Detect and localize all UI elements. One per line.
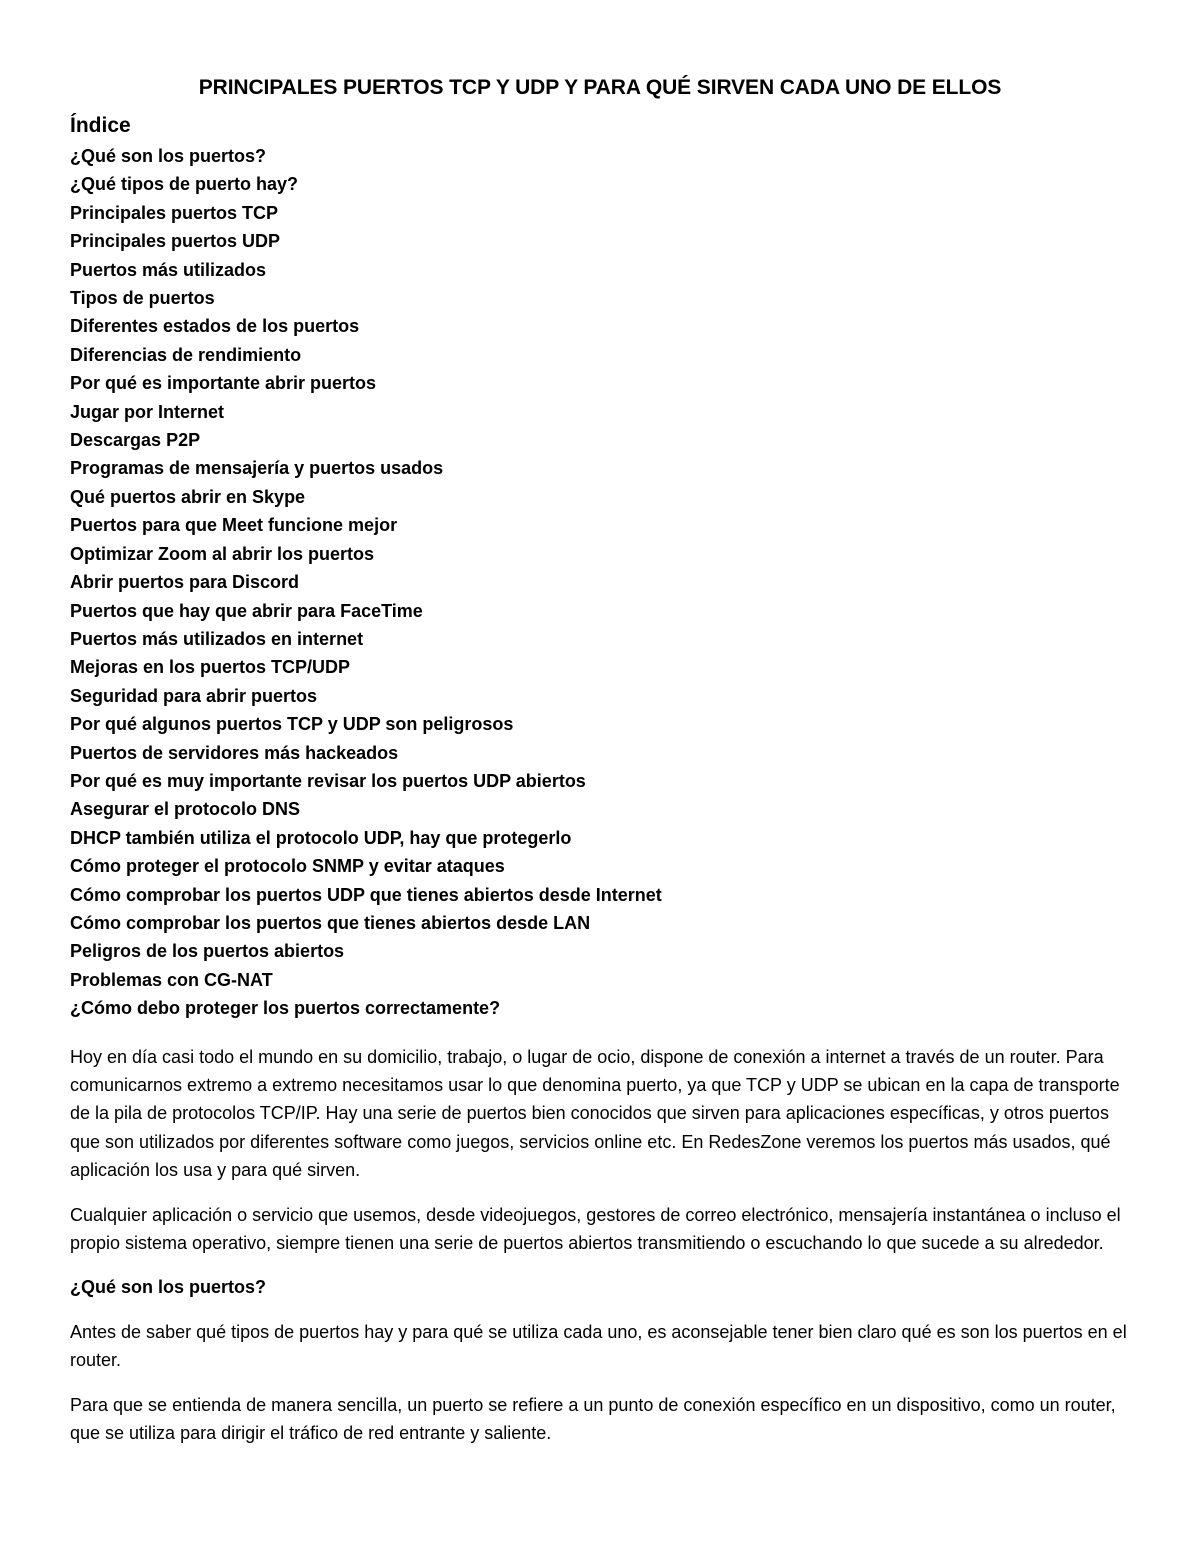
- toc-item[interactable]: ¿Qué tipos de puerto hay?: [70, 174, 299, 195]
- toc-item[interactable]: Principales puertos TCP: [70, 202, 279, 223]
- section-paragraph: Antes de saber qué tipos de puertos hay y para qué se utiliza cada uno, es aconsejable tener bien claro qué es son los puertos en el router.: [70, 1321, 1127, 1371]
- toc-item[interactable]: Tipos de puertos: [70, 288, 215, 309]
- section-heading: ¿Qué son los puertos?: [70, 1277, 267, 1298]
- table-of-contents: [70, 142, 1130, 1023]
- toc-item[interactable]: Puertos más utilizados en internet: [70, 628, 364, 649]
- intro-paragraph: Hoy en día casi todo el mundo en su domicilio, trabajo, o lugar de ocio, dispone de conexión a internet a través de un router. Para comunicarnos extremo a extremo necesitamos usar lo que denomina puerto, ya que TCP y UDP se ubican en la capa de transporte de la pila de protocolos TCP/IP. Hay una serie de puertos bien conocidos que sirven para aplicaciones específicas, y otros puertos que son utilizados por diferentes software como juegos, servicios online etc. En RedesZone veremos los puertos más usados, qué aplicación los usa y para qué sirven.: [70, 1046, 1120, 1181]
- toc-item[interactable]: Puertos de servidores más hackeados: [70, 742, 399, 763]
- toc-item[interactable]: Puertos para que Meet funcione mejor: [70, 515, 398, 536]
- toc-item[interactable]: Principales puertos UDP: [70, 231, 281, 252]
- toc-item[interactable]: Descargas P2P: [70, 430, 201, 451]
- toc-item[interactable]: ¿Qué son los puertos?: [70, 146, 267, 166]
- toc-item[interactable]: Puertos que hay que abrir para FaceTime: [70, 600, 423, 621]
- toc-item[interactable]: Optimizar Zoom al abrir los puertos: [70, 543, 375, 564]
- toc-item[interactable]: Problemas con CG-NAT: [70, 969, 273, 990]
- toc-item[interactable]: Jugar por Internet: [70, 401, 225, 422]
- toc-item[interactable]: Peligros de los puertos abiertos: [70, 941, 345, 962]
- toc-item[interactable]: Cómo comprobar los puertos que tienes abiertos desde LAN: [70, 912, 591, 933]
- toc-item[interactable]: Mejoras en los puertos TCP/UDP: [70, 657, 351, 678]
- toc-item[interactable]: Abrir puertos para Discord: [70, 572, 300, 593]
- toc-item[interactable]: Programas de mensajería y puertos usados: [70, 458, 444, 479]
- document-title: PRINCIPALES PUERTOS TCP Y UDP Y PARA QUÉ SIRVEN CADA UNO DE ELLOS: [198, 76, 1002, 99]
- toc-item[interactable]: Asegurar el protocolo DNS: [70, 799, 301, 820]
- intro-paragraph: Cualquier aplicación o servicio que usemos, desde videojuegos, gestores de correo electrónico, mensajería instantánea o incluso el propio sistema operativo, siempre tienen una serie de puertos abiertos transmitiendo o escuchando lo que sucede a su alrededor.: [70, 1204, 1121, 1254]
- toc-item[interactable]: Cómo proteger el protocolo SNMP y evitar ataques: [70, 856, 505, 877]
- toc-item[interactable]: Cómo comprobar los puertos UDP que tienes abiertos desde Internet: [70, 884, 662, 905]
- toc-item[interactable]: Diferentes estados de los puertos: [70, 316, 360, 337]
- document-page: [70, 70, 1130, 1447]
- toc-item[interactable]: Diferencias de rendimiento: [70, 344, 302, 365]
- toc-item[interactable]: Seguridad para abrir puertos: [70, 685, 318, 706]
- toc-item[interactable]: ¿Cómo debo proteger los puertos correctamente?: [70, 998, 501, 1019]
- toc-item[interactable]: Por qué es muy importante revisar los puertos UDP abiertos: [70, 770, 586, 791]
- toc-item[interactable]: Por qué algunos puertos TCP y UDP son peligrosos: [70, 714, 514, 735]
- toc-item[interactable]: Puertos más utilizados: [70, 259, 267, 280]
- toc-item[interactable]: Por qué es importante abrir puertos: [70, 373, 377, 394]
- section-paragraph: Para que se entienda de manera sencilla, un puerto se refiere a un punto de conexión específico en un dispositivo, como un router, que se utiliza para dirigir el tráfico de red entrante y saliente.: [70, 1394, 1116, 1444]
- toc-item[interactable]: DHCP también utiliza el protocolo UDP, hay que protegerlo: [70, 827, 572, 848]
- toc-heading: Índice: [70, 114, 131, 137]
- toc-item[interactable]: Qué puertos abrir en Skype: [70, 486, 306, 507]
